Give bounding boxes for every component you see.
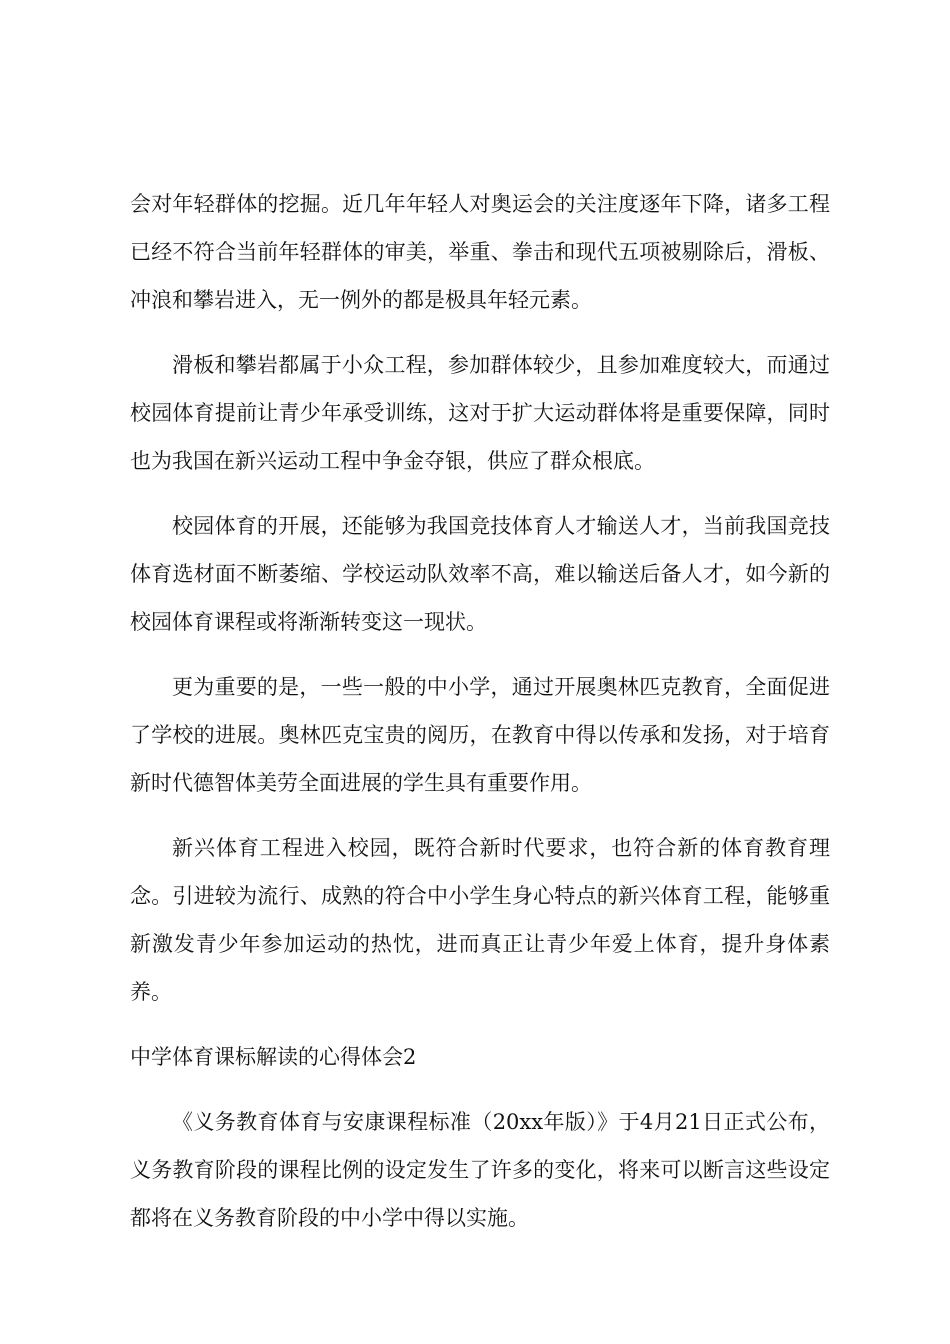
paragraph-1: 会对年轻群体的挖掘。近几年年轻人对奥运会的关注度逐年下降，诸多工程已经不符合当前年轻群体的审美，举重、拳击和现代五项被剔除后，滑板、冲浪和攀岩进入，无一例外的都是极具年轻元素。 <box>130 192 830 312</box>
paragraph-4: 更为重要的是，一些一般的中小学，通过开展奥林匹克教育，全面促进了学校的进展。奥林匹克宝贵的阅历，在教育中得以传承和发扬，对于培育新时代德智体美劳全面进展的学生具有重要作用。 <box>130 675 830 795</box>
paragraph-3: 校园体育的开展，还能够为我国竞技体育人才输送人才，当前我国竞技体育选材面不断萎缩、学校运动队效率不高，难以输送后备人才，如今新的校园体育课程或将渐渐转变这一现状。 <box>130 514 830 634</box>
paragraph-2: 滑板和攀岩都属于小众工程，参加群体较少，且参加难度较大，而通过校园体育提前让青少年承受训练，这对于扩大运动群体将是重要保障，同时也为我国在新兴运动工程中争金夺银，供应了群众根底。 <box>130 353 830 473</box>
section-heading: 中学体育课标解读的心得体会2 <box>130 1045 417 1069</box>
document-body <box>130 180 830 1259</box>
paragraph-5: 新兴体育工程进入校园，既符合新时代要求，也符合新的体育教育理念。引进较为流行、成熟的符合中小学生身心特点的新兴体育工程，能够重新激发青少年参加运动的热忱，进而真正让青少年爱上体育，提升身体素养。 <box>130 836 830 1004</box>
paragraph-6: 《义务教育体育与安康课程标准（20xx年版）》于4月21日正式公布，义务教育阶段的课程比例的设定发生了许多的变化，将来可以断言这些设定都将在义务教育阶段的中小学中得以实施。 <box>130 1110 830 1230</box>
